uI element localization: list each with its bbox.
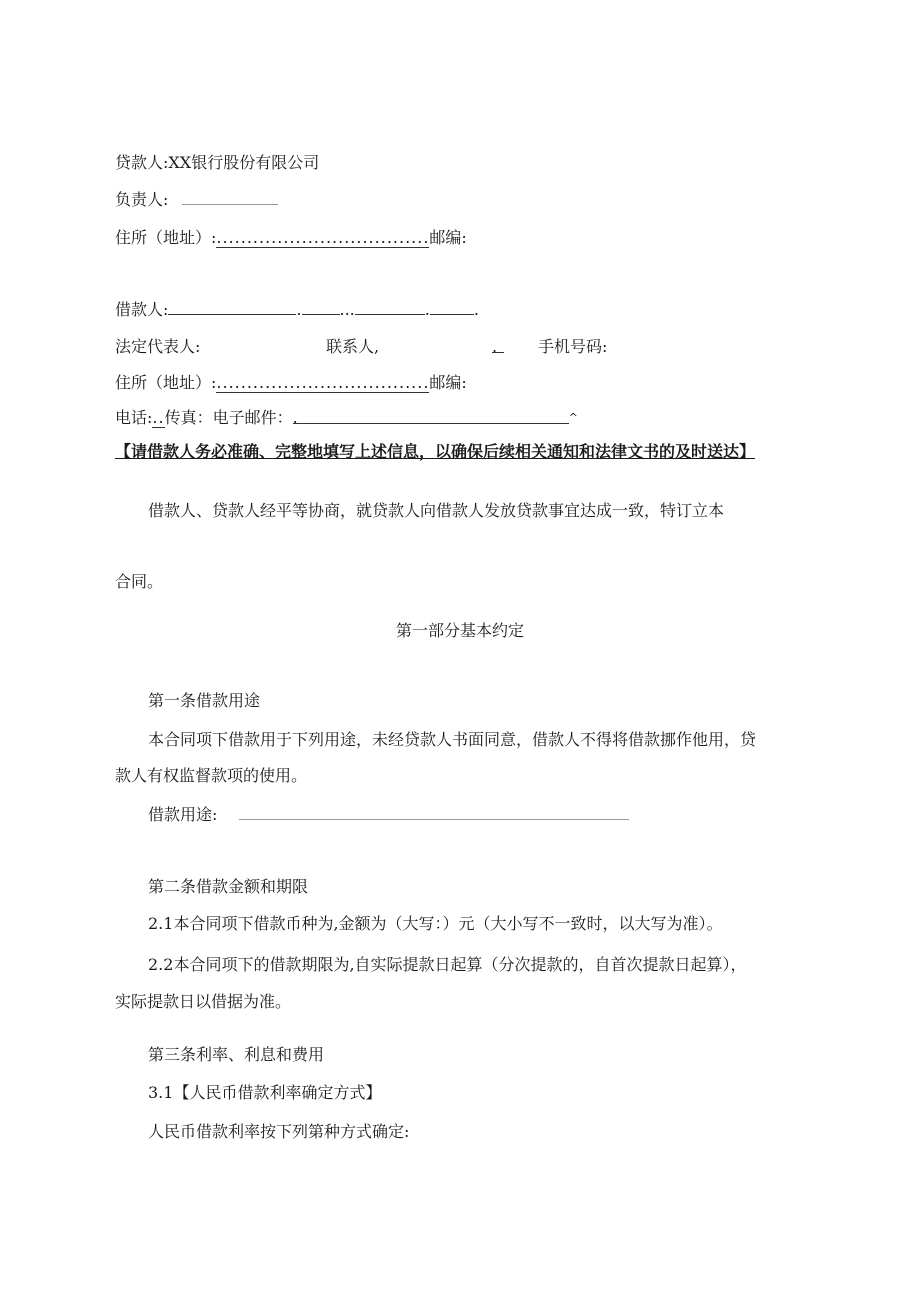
- borrower-dot-4: .: [473, 300, 479, 319]
- part-title: 第一部分基本约定: [395, 621, 524, 640]
- intro-line-1: 借款人、贷款人经平等协商，就贷款人向借款人发放贷款事宜达成一致，特订立本: [148, 501, 725, 520]
- borrower-dot-1: .: [296, 300, 302, 319]
- article3-title: 第三条利率、利息和费用: [148, 1045, 325, 1064]
- clause-2-1: 2.1本合同项下借款币种为,金额为（大写：）元（大小写不一致时，以大写为准）。: [148, 914, 723, 933]
- legal-rep-label: 法定代表人:: [115, 337, 201, 356]
- lender-label: 贷款人:: [115, 153, 169, 172]
- borrower-postcode-label: 邮编:: [429, 373, 467, 392]
- fax-email-label: 传真：电子邮件：: [164, 408, 293, 427]
- borrower-contact-line: [115, 407, 578, 429]
- lender-address-blank[interactable]: ...................................: [216, 228, 430, 247]
- borrower-label: 借款人:: [115, 300, 169, 319]
- article1-title: 第一条借款用途: [148, 691, 261, 710]
- purpose-line: [148, 804, 629, 826]
- article2-title: 第二条借款金额和期限: [148, 877, 309, 896]
- contact-label: 联系人,: [326, 337, 380, 356]
- lender-principal-line: [115, 189, 278, 211]
- clause-3-1: 3.1【人民币借款利率确定方式】: [148, 1083, 382, 1102]
- borrower-address-line: [115, 372, 467, 394]
- phone-label: 电话:: [115, 408, 153, 427]
- borrower-line: [115, 299, 479, 321]
- lender-postcode-label: 邮编:: [429, 228, 467, 247]
- lender-name: XX银行股份有限公司: [168, 153, 320, 172]
- borrower-address-blank[interactable]: ...................................: [216, 373, 430, 392]
- email-mark: ^: [568, 411, 578, 424]
- intro-line-2: 合同。: [115, 572, 164, 591]
- article1-body-line2: 款人有权监督款项的使用。: [115, 766, 308, 785]
- clause-2-2-line1: 2.2本合同项下的借款期限为,自实际提款日起算（分次提款的，自首次提款日起算），: [148, 955, 747, 974]
- borrower-dot-2: ...: [339, 300, 355, 319]
- mobile-label: 手机号码:: [538, 337, 608, 356]
- notice-text: 【请借款人务必准确、完整地填写上述信息，以确保后续相关通知和法律文书的及时送达】: [115, 442, 756, 461]
- borrower-dot-3: .: [424, 300, 430, 319]
- lender-line: [115, 152, 319, 174]
- borrower-blank-1[interactable]: [168, 300, 296, 315]
- borrower-blank-3[interactable]: [355, 300, 425, 315]
- lender-address-label: 住所（地址）:: [115, 228, 217, 247]
- purpose-label: 借款用途:: [148, 805, 218, 824]
- phone-blank[interactable]: ..: [152, 408, 165, 427]
- lender-principal-blank[interactable]: [182, 190, 278, 205]
- lender-address-line: [115, 227, 467, 249]
- clause-2-2-line2: 实际提款日以借据为准。: [115, 992, 292, 1011]
- email-blank[interactable]: [292, 407, 569, 427]
- article3-body: 人民币借款利率按下列第种方式确定:: [148, 1122, 410, 1141]
- borrower-blank-4[interactable]: [430, 300, 474, 315]
- contact-dot[interactable]: .: [492, 336, 504, 353]
- lender-principal-label: 负责人:: [115, 190, 169, 209]
- article1-body-line1: 本合同项下借款用于下列用途，未经贷款人书面同意，借款人不得将借款挪作他用，贷: [148, 730, 757, 749]
- email-dot: .: [292, 408, 298, 427]
- purpose-blank[interactable]: [239, 805, 629, 820]
- borrower-address-label: 住所（地址）:: [115, 373, 217, 392]
- borrower-blank-2[interactable]: [302, 300, 340, 315]
